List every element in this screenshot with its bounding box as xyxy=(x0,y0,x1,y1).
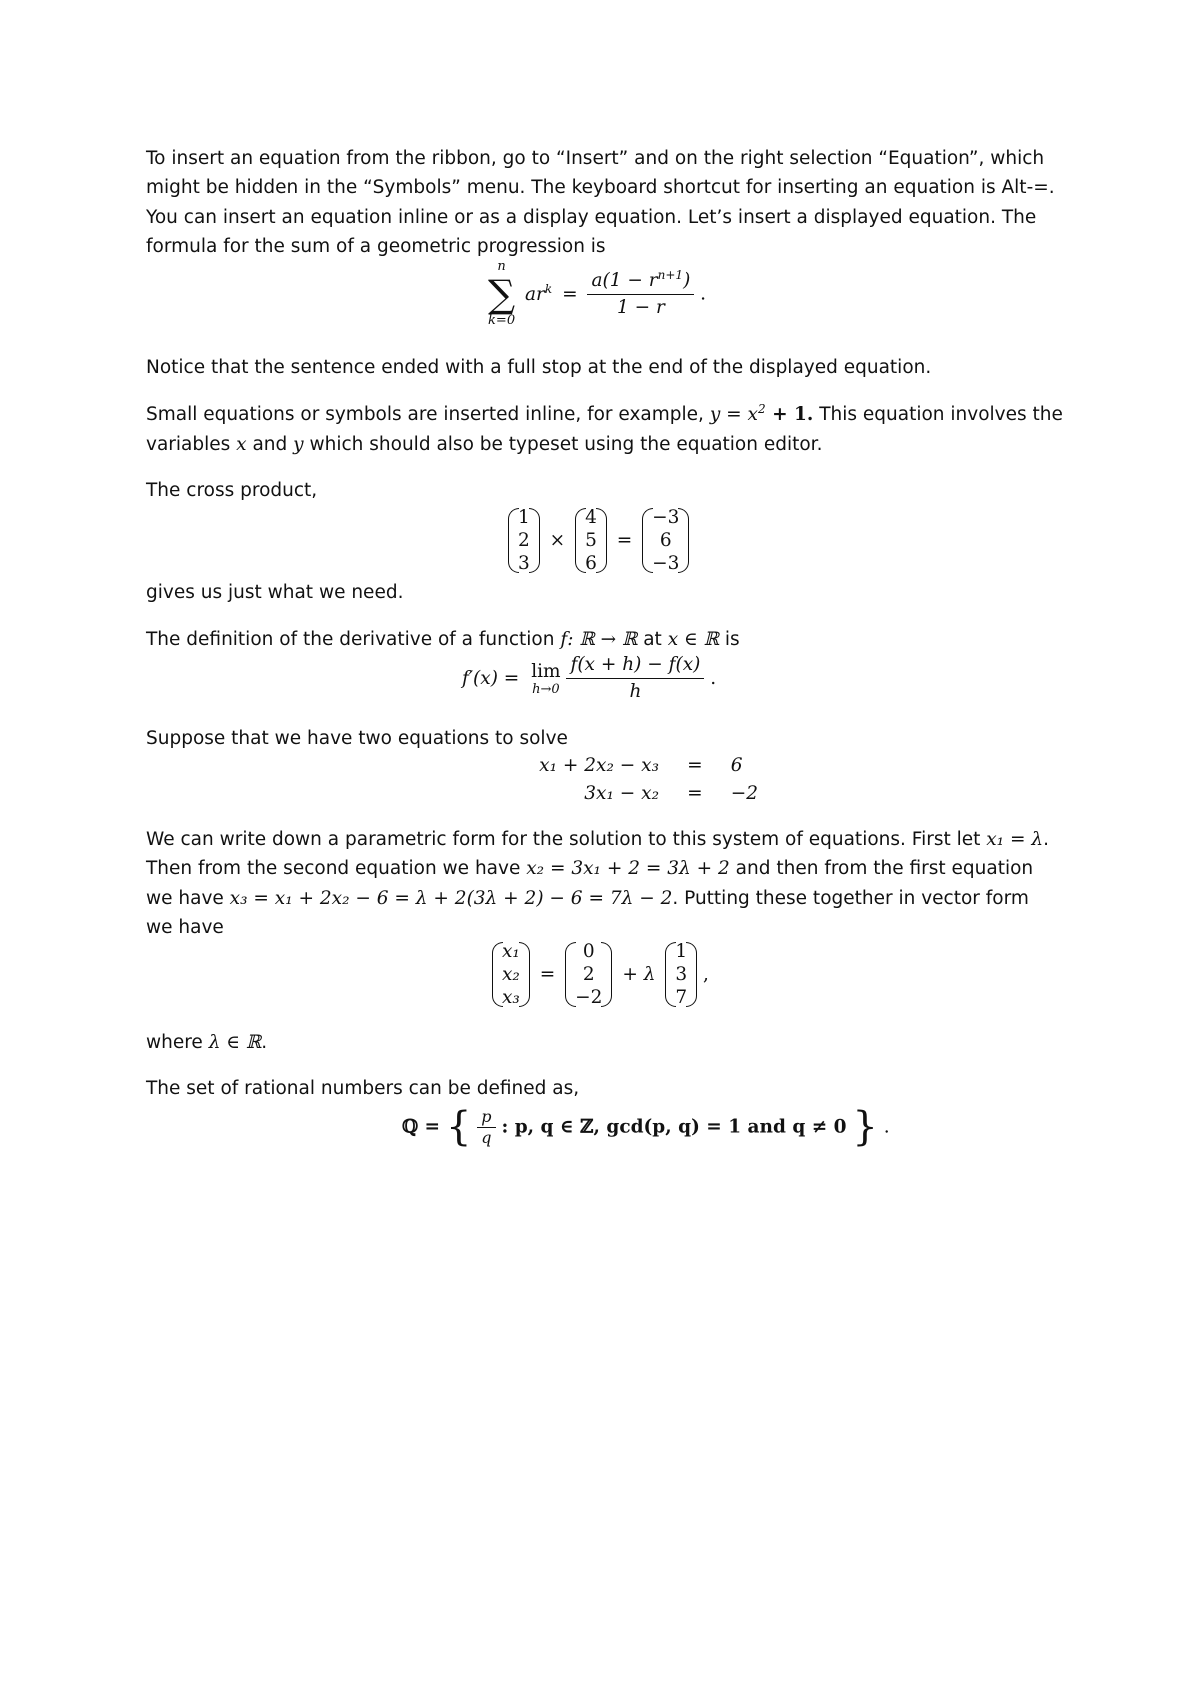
text-line: The cross product, xyxy=(146,480,318,501)
text-line: Then from the second equation we have x₂ = 3x₁ + 2 = 3λ + 2 and then from the first equation xyxy=(146,858,1034,879)
cross-product-equation xyxy=(508,506,689,575)
sum-fraction: $\frac{a(1 - r^{n+1})}{1 - r}$ xyxy=(587,268,694,321)
times-sign: × xyxy=(549,530,566,551)
text-line: variables x and y which should also be typeset using the equation editor. xyxy=(146,434,823,455)
text-line: Small equations or symbols are inserted inline, for example, $y = x^2 + 1$. This equation involves the xyxy=(146,401,1063,425)
sum-symbol: ∑ xyxy=(488,272,516,316)
text-line: might be hidden in the “Symbols” menu. The keyboard shortcut for inserting an equation is Alt-=. xyxy=(146,177,1055,198)
summation xyxy=(488,260,515,328)
rational-fraction: $\frac{p}{q}$ xyxy=(477,1107,495,1148)
equals-sign: = xyxy=(539,964,556,985)
derivative-equation: f′(x) = lim h→0 $\frac{f(x + h) - f(x)}{h}$ . xyxy=(462,652,716,705)
system-row: x₁ + 2x₂ − x₃ = 6 xyxy=(539,755,743,776)
text-line: We can write down a parametric form for the solution to this system of equations. First let x₁ = λ. xyxy=(146,829,1049,850)
sum-lower-limit: k=0 xyxy=(488,313,516,328)
vector-result: −3 6 −3 xyxy=(642,506,689,575)
vector-b: 4 5 6 xyxy=(575,506,607,575)
inline-equation: $y = x^2$ xyxy=(709,401,766,425)
rational-condition: : p, q ∈ ℤ, gcd(p, q) = 1 and q ≠ 0 xyxy=(501,1116,847,1138)
equals-sign: = xyxy=(616,530,633,551)
geometric-sum-equation: n ∑ k=0 $ar^k$ = $\frac{a(1 - r^{n+1})}{1 - r}$ . xyxy=(488,259,707,328)
parametric-equation: x₁ x₂ x₃ = 0 2 −2 + λ 1 3 7 , xyxy=(492,940,709,1009)
text-line: Notice that the sentence ended with a full stop at the end of the displayed equation. xyxy=(146,357,932,378)
rational-set-equation: ℚ = { $\frac{p}{q}$ : p, q ∈ ℤ, gcd(p, q) = 1 and q ≠ 0 } . xyxy=(402,1104,890,1150)
system-row: 3x₁ − x₂ = −2 xyxy=(584,783,759,804)
text-line: we have x₃ = x₁ + 2x₂ − 6 = λ + 2(3λ + 2) − 6 = 7λ − 2. Putting these together in vector form xyxy=(146,888,1029,909)
text-line: we have xyxy=(146,917,224,938)
text-line: gives us just what we need. xyxy=(146,582,404,603)
text-line: Suppose that we have two equations to solve xyxy=(146,728,568,749)
text-line: The definition of the derivative of a function f: ℝ → ℝ at x ∈ ℝ is xyxy=(146,629,740,650)
equals-sign: = xyxy=(562,283,578,305)
equation-system xyxy=(494,752,791,808)
vector-x: x₁ x₂ x₃ xyxy=(492,940,530,1009)
text-line: where λ ∈ ℝ. xyxy=(146,1032,268,1053)
close-brace: } xyxy=(852,1104,878,1150)
text-line: You can insert an equation inline or as a display equation. Let’s insert a displayed equation. The xyxy=(146,207,1037,228)
derivative-lhs: f′(x) = xyxy=(462,668,520,689)
text-line: formula for the sum of a geometric progression is xyxy=(146,236,606,257)
vector-offset: 0 2 −2 xyxy=(565,940,612,1009)
vector-direction: 1 3 7 xyxy=(665,940,697,1009)
rational-lhs: ℚ = xyxy=(402,1116,441,1138)
vector-a: 1 2 3 xyxy=(508,506,540,575)
open-brace: { xyxy=(445,1104,472,1150)
sum-upper-limit: n xyxy=(497,259,506,274)
derivative-fraction: $\frac{f(x + h) - f(x)}{h}$ xyxy=(566,652,704,705)
text-line: The set of rational numbers can be defined as, xyxy=(146,1078,580,1099)
limit: lim h→0 xyxy=(531,660,561,697)
plus-lambda: + λ xyxy=(622,964,656,985)
sum-term: $ar^k$ xyxy=(525,281,553,305)
text-line: To insert an equation from the ribbon, go to “Insert” and on the right selection “Equation”, which xyxy=(146,148,1045,169)
